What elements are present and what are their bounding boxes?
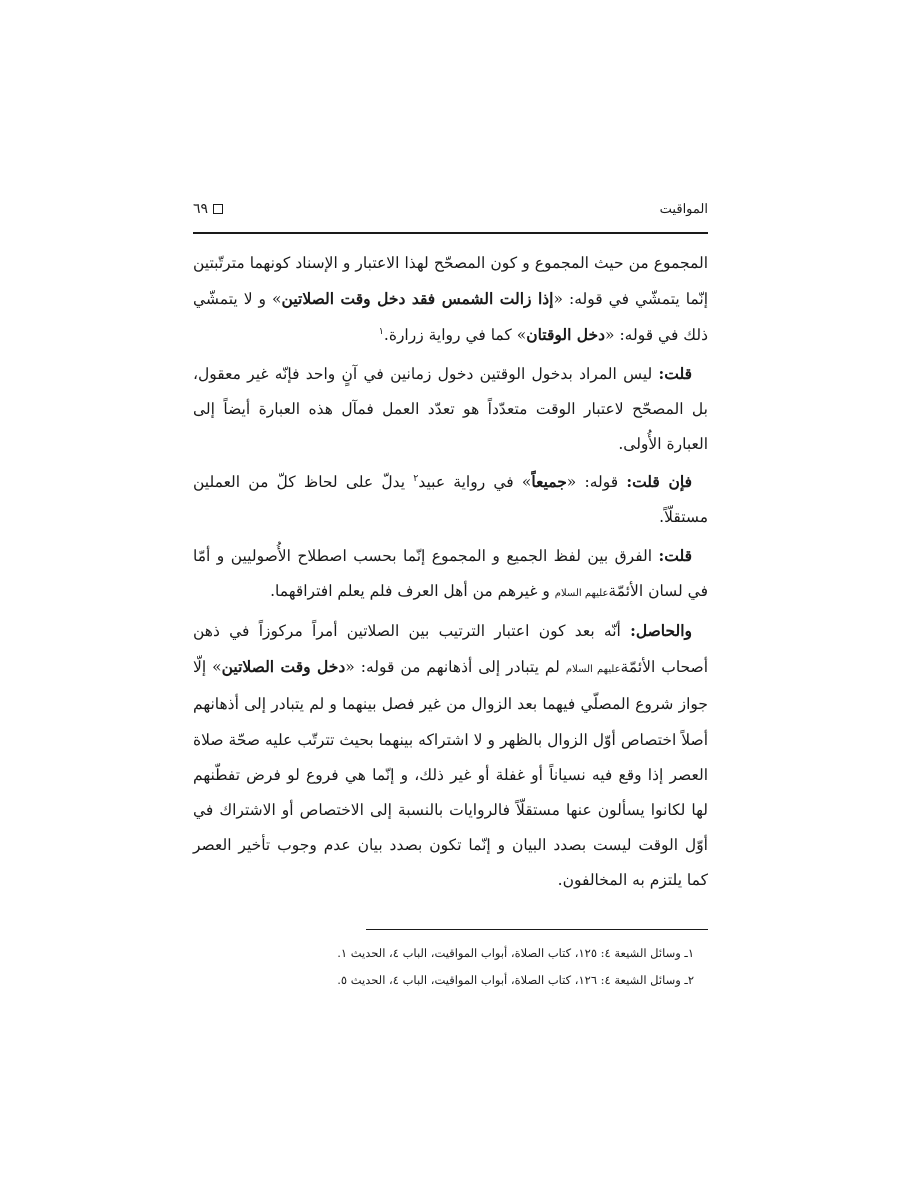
running-header <box>193 200 708 226</box>
footnotes <box>193 940 708 994</box>
footnote-1: ١ـ وسائل الشيعة ٤: ١٢٥، كتاب الصلاة، أبواب المواقيت، الباب ٤، الحديث ١. <box>337 946 694 960</box>
page-marker-icon <box>213 204 223 214</box>
page-number-text: ٦٩ <box>193 201 209 217</box>
footnote-ref-1[interactable]: ١ <box>378 326 384 338</box>
footnote-separator <box>366 929 708 930</box>
page-number <box>193 201 223 217</box>
honorific-glyph: عليهم السلام <box>565 664 621 676</box>
footnote-ref-2[interactable]: ٢ <box>413 473 419 485</box>
paragraph-1: المجموع من حيث المجموع و كون المصحّح لهذا الاعتبار و الإسناد كونهما مترتّبتين إنّما يتمشّي في قوله: «إذا زالت الشمس فقد دخل وقت الصلاتين» و لا يتمشّي ذلك في قوله: «دخل الوقتان» كما في رواية زرارة.$^١$ <box>193 254 709 345</box>
paragraph-2: قلت: ليس المراد بدخول الوقتين دخول زمانين في آنٍ واحد فإنّه غير معقول، بل المصحّح لاعتبار الوقت متعدّداً هو تعدّد العمل فمآل هذه العبارة أيضاً إلى العبارة الأُولى. <box>193 363 708 454</box>
footnote-2: ٢ـ وسائل الشيعة ٤: ١٢٦، كتاب الصلاة، أبواب المواقيت، الباب ٤، الحديث ٥. <box>337 973 694 987</box>
chapter-title: المواقيت <box>659 202 708 217</box>
paragraph-5: والحاصل: أنّه بعد كون اعتبار الترتيب بين الصلاتين أمراً مركوزاً في ذهن أصحاب الأئمّةعليهم السلام لم يتبادر إلى أذهانهم من قوله: «دخل وقت الصلاتين» إلّا جواز شروع المصلّي فيهما بعد الزوال من غير فصل بينهما و لم يتبادر إلى أذهانهم أصلاً اختصاص أوّل الزوال بالظهر و لا اشتراكه بينهما بحيث تترتّب عليه صحّة صلاة العصر إذا وقع فيه نسياناً أو غفلة أو غير ذلك، و إنّما هي فروع لو فرض تفطّنهم لها لكانوا يسألون عنها مستقلّاً فالروايات بالنسبة إلى الاختصاص أو الاشتراك في أوّل الوقت ليست بصدد البيان و إنّما تكون بصدد بيان عدم وجوب تأخير العصر كما يلتزم به المخالفون. <box>193 621 709 890</box>
paragraph-4: قلت: الفرق بين لفظ الجميع و المجموع إنّما بحسب اصطلاح الأُصوليين و أمّا في لسان الأئمّةعليهم السلام و غيرهم من أهل العرف فلم يعلم افتراقهما. <box>193 545 708 600</box>
paragraph-3: فإن قلت: قوله: «جميعاً» في رواية عبيد$^٢$ يدلّ على لحاظ كلّ من العملين مستقلّاً. <box>193 472 708 527</box>
header-rule <box>193 232 708 234</box>
main-text <box>193 246 708 899</box>
honorific-glyph: عليهم السلام <box>554 587 609 599</box>
